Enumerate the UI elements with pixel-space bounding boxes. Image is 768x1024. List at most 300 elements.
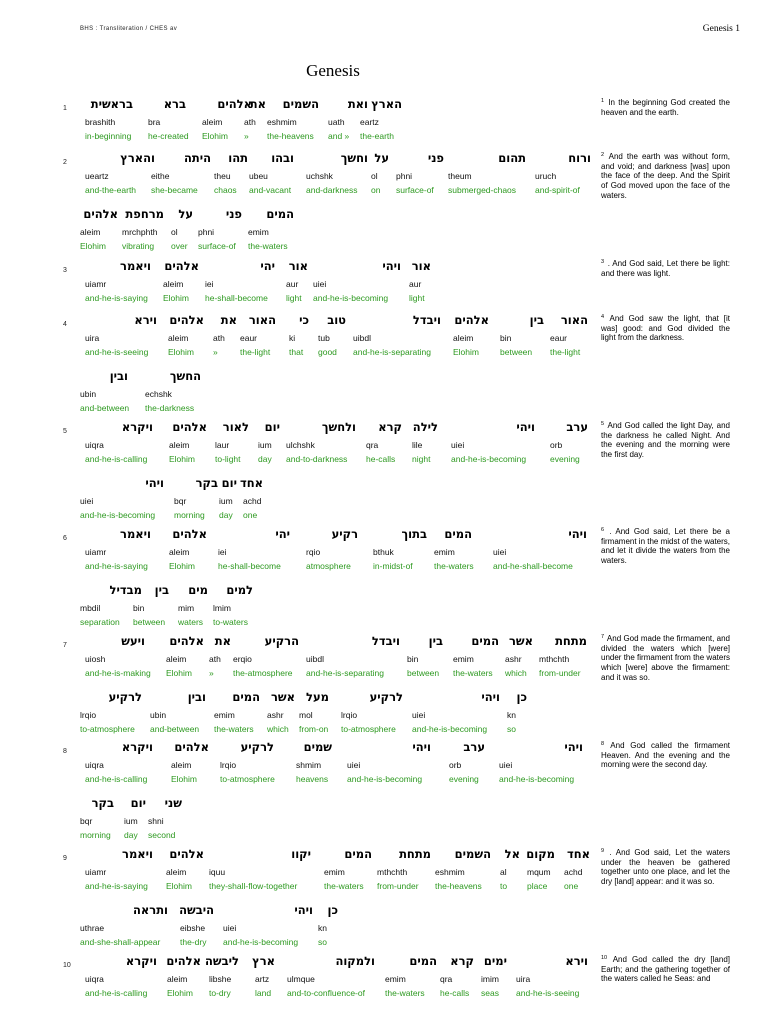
hebrew-word: האור [248,313,276,327]
english-gloss: and-he-is-becoming [313,293,389,303]
english-gloss: and-he-is-calling [85,774,148,784]
english-gloss: in-midst-of [373,561,413,571]
english-gloss: the-darkness [145,403,195,413]
hebrew-word: תהו [228,151,248,165]
hebrew-word: לרקיע [240,740,274,754]
transliteration: orb [449,760,462,770]
transliteration: lmim [213,603,231,613]
english-gloss: the-dry [180,937,207,947]
transliteration: kn [507,710,516,720]
transliteration: ki [289,333,296,343]
verse-number: 8 [63,748,67,755]
transliteration: ol [371,171,378,181]
hebrew-word: שני [164,796,182,810]
transliteration: eaur [550,333,568,343]
transliteration: ol [171,227,178,237]
transliteration: emim [453,654,474,664]
hebrew-word: ואת [347,97,368,111]
english-gloss: the-earth [360,131,395,141]
verse-number: 4 [63,321,67,328]
hebrew-word: אלהים [169,313,204,327]
transliteration: bqr [174,496,187,506]
hebrew-word: לרקיע [369,690,403,704]
hebrew-word: אחד [239,476,263,490]
transliteration: iei [218,547,227,557]
transliteration: uiamr [85,547,107,557]
hebrew-word: המים [444,527,472,541]
hebrew-word: ויהי [412,740,431,754]
english-gloss: and-to-confluence-of [287,988,365,998]
transliteration: uiamr [85,867,107,877]
english-gloss: morning [80,830,111,840]
english-gloss: the-heavens [267,131,314,141]
transliteration: ubin [150,710,167,720]
english-gloss: the-waters [324,881,364,891]
transliteration: shmim [296,760,322,770]
hebrew-word: ויקרא [121,420,153,434]
kjv-verse-number: 1 [601,98,605,104]
english-gloss: between [407,668,440,678]
hebrew-word: אשר [270,690,295,704]
english-gloss: evening [550,454,580,464]
english-gloss: land [255,988,272,998]
transliteration: tub [318,333,330,343]
transliteration: eaur [240,333,258,343]
transliteration: aleim [202,117,223,127]
english-gloss: surface-of [396,185,434,195]
transliteration: ashr [267,710,284,720]
english-gloss: from-on [299,724,329,734]
hebrew-word: אלהים [172,420,207,434]
english-gloss: Elohim [166,881,192,891]
hebrew-word: ויהי [382,259,401,273]
hebrew-word: מים [188,583,208,597]
transliteration: eibshe [180,923,206,933]
hebrew-word: יהי [275,527,290,541]
transliteration: uchshk [306,171,333,181]
hebrew-word: מעל [306,690,329,704]
transliteration: uiqra [85,440,104,450]
english-gloss: in-beginning [85,131,132,141]
english-gloss: so [318,937,327,947]
hebrew-word: יום [221,476,237,490]
hebrew-word: ויקרא [121,740,153,754]
kjv-verse-number: 10 [601,955,608,961]
transliteration: aleim [169,547,190,557]
hebrew-word: ויאמר [120,527,151,541]
transliteration: ashr [505,654,522,664]
english-gloss: and-spirit-of [535,185,580,195]
hebrew-word: בין [529,313,544,327]
transliteration: aleim [166,654,187,664]
verse-number: 7 [63,642,67,649]
english-gloss: he-shall-become [205,293,268,303]
english-gloss: to-atmosphere [80,724,135,734]
transliteration: aleim [453,333,474,343]
hebrew-word: בין [154,583,169,597]
header-source-label: BHS : Transliteration / CHES av [80,26,178,32]
english-gloss: light [286,293,302,303]
english-gloss: which [267,724,289,734]
kjv-verse-text [601,527,730,566]
hebrew-word: לילה [412,420,438,434]
kjv-verse-number: 7 [601,634,605,640]
english-gloss: she-became [151,185,198,195]
transliteration: lile [412,440,423,450]
english-gloss: to-dry [209,988,231,998]
english-gloss: he-calls [366,454,396,464]
english-gloss: seas [481,988,499,998]
verse-number: 5 [63,428,67,435]
english-gloss: and-he-is-seeing [85,347,149,357]
kjv-verse-number: 6 [601,527,605,533]
english-gloss: the-waters [248,241,288,251]
english-gloss: » [244,131,249,141]
transliteration: laur [215,440,230,450]
english-gloss: the-light [240,347,271,357]
transliteration: achd [564,867,583,877]
hebrew-word: בקר [195,476,218,490]
kjv-text: And the earth was without form, and void; and darkness [was] upon the face of the deep. And the Spirit of God moved upon the face of the waters. [601,152,730,200]
transliteration: mim [178,603,195,613]
hebrew-word: שמים [303,740,332,754]
hebrew-word: יהי [260,259,275,273]
transliteration: emim [434,547,455,557]
english-gloss: he-calls [440,988,470,998]
english-gloss: he-shall-become [218,561,281,571]
english-gloss: and-he-is-becoming [347,774,423,784]
kjv-verse-text [601,421,730,460]
english-gloss: light [409,293,425,303]
transliteration: eithe [151,171,170,181]
page-title: Genesis [306,61,360,80]
transliteration: uiqra [85,760,104,770]
hebrew-word: על [374,151,389,165]
transliteration: brashith [85,117,116,127]
transliteration: eartz [360,117,379,127]
english-gloss: the-atmosphere [233,668,293,678]
transliteration: emim [248,227,269,237]
transliteration: bra [148,117,161,127]
english-gloss: and-he-is-calling [85,988,148,998]
hebrew-word: אלהים [172,527,207,541]
hebrew-word: אחד [566,847,590,861]
hebrew-word: קרא [450,954,474,968]
hebrew-word: ולמקוה [335,954,375,968]
english-gloss: the-waters [214,724,254,734]
kjv-text: And God made the firmament, and divided the waters which [were] under the firmament from the waters which [were] above the firmament: and it was so. [601,634,730,682]
hebrew-word: ימים [483,954,507,968]
transliteration: ueartz [85,171,109,181]
english-gloss: and-he-is-becoming [451,454,527,464]
transliteration: uiamr [85,279,107,289]
hebrew-word: אור [288,259,308,273]
hebrew-word: ויאמר [122,847,153,861]
hebrew-word: מתחת [555,634,587,648]
hebrew-word: תהום [498,151,526,165]
kjv-text: In the beginning God created the heaven and the earth. [601,98,730,117]
hebrew-word: פני [225,207,242,221]
transliteration: bthuk [373,547,394,557]
verse-number: 2 [63,159,67,166]
hebrew-word: אלהים [83,207,118,221]
english-gloss: Elohim [169,561,195,571]
transliteration: achd [243,496,262,506]
hebrew-word: ליבשה [205,954,239,968]
hebrew-word: אלהים [164,259,199,273]
english-gloss: surface-of [198,241,236,251]
transliteration: iquu [209,867,226,877]
hebrew-word: אלהים [169,847,204,861]
english-gloss: Elohim [169,454,195,464]
english-gloss: Elohim [166,668,192,678]
english-gloss: and-the-earth [85,185,137,195]
transliteration: ubeu [249,171,268,181]
transliteration: uibdl [353,333,371,343]
transliteration: uath [328,117,345,127]
transliteration: shni [148,816,164,826]
kjv-verse-text [601,955,730,984]
transliteration: iei [205,279,214,289]
hebrew-word: ובהו [271,151,294,165]
hebrew-word: ויקרא [125,954,157,968]
hebrew-word: מרחפת [125,207,164,221]
hebrew-word: אלהים [169,634,204,648]
transliteration: phni [198,227,215,237]
hebrew-word: אור [411,259,431,273]
hebrew-word: ויאמר [120,259,151,273]
kjv-text: And God called the firmament Heaven. And the evening and the morning were the second day. [601,741,730,770]
english-gloss: second [148,830,176,840]
hebrew-word: ויהי [568,527,587,541]
hebrew-word: וחשך [340,151,368,165]
transliteration: uthrae [80,923,105,933]
kjv-verse-text [601,152,730,201]
kjv-verse-text [601,741,730,770]
transliteration: mbdil [80,603,101,613]
kjv-verse-text [601,98,730,117]
hebrew-word: ורוח [568,151,591,165]
hebrew-word: בקר [91,796,114,810]
transliteration: imim [481,974,499,984]
english-gloss: and-he-is-separating [353,347,431,357]
transliteration: ath [209,654,221,664]
hebrew-word: כן [327,903,338,917]
transliteration: uiei [223,923,237,933]
hebrew-word: ויבדל [412,313,441,327]
hebrew-word: היבשה [179,903,214,917]
hebrew-word: יקוו [291,847,311,861]
english-gloss: between [133,617,166,627]
english-gloss: they-shall-flow-together [209,881,298,891]
hebrew-word: רקיע [331,527,358,541]
hebrew-word: למים [226,583,253,597]
kjv-verse-number: 2 [601,152,605,158]
hebrew-word: יום [130,796,146,810]
english-gloss: and-he-is-becoming [223,937,299,947]
kjv-verse-number: 5 [601,421,605,427]
hebrew-word: החשך [169,369,201,383]
english-gloss: to-waters [213,617,248,627]
transliteration: mrchphth [122,227,158,237]
transliteration: ubin [80,389,97,399]
hebrew-word: אשר [508,634,533,648]
hebrew-word: ובין [109,369,128,383]
english-gloss: Elohim [167,988,193,998]
transliteration: kn [318,923,327,933]
transliteration: uira [516,974,531,984]
english-gloss: the-waters [434,561,474,571]
english-gloss: and-he-is-becoming [412,724,488,734]
transliteration: aleim [171,760,192,770]
english-gloss: Elohim [163,293,189,303]
hebrew-word: ויהי [294,903,313,917]
english-gloss: from-under [539,668,581,678]
hebrew-word: כי [299,313,309,327]
hebrew-word: והארץ [120,151,155,165]
verse-number: 1 [63,105,67,112]
english-gloss: to [500,881,508,891]
transliteration: uiei [80,496,94,506]
transliteration: aleim [167,974,188,984]
transliteration: emim [214,710,235,720]
hebrew-word: ויהי [145,476,164,490]
verse-number: 3 [63,267,67,274]
hebrew-word: יום [264,420,280,434]
hebrew-word: המים [266,207,294,221]
english-gloss: to-light [215,454,241,464]
kjv-verse-number: 4 [601,314,605,320]
kjv-text: And God saw the light, that [it was] good: and God divided the light from the darkness. [601,314,730,343]
english-gloss: and-she-shall-appear [80,937,161,947]
hebrew-word: המים [344,847,372,861]
english-gloss: and-he-is-becoming [499,774,575,784]
kjv-text: And God called the light Day, and the darkness he called Night. And the evening and the morning were the first day. [601,421,730,460]
transliteration: uiei [347,760,361,770]
english-gloss: » [209,668,214,678]
hebrew-word: מתחת [399,847,431,861]
hebrew-word: ערב [566,420,588,434]
english-gloss: and-to-darkness [286,454,348,464]
english-gloss: which [505,668,527,678]
kjv-verse-text [601,259,730,278]
hebrew-word: המים [232,690,260,704]
transliteration: aleim [168,333,189,343]
transliteration: bin [407,654,419,664]
hebrew-word: ויהי [481,690,500,704]
verse-number: 10 [63,962,71,969]
english-gloss: Elohim [453,347,479,357]
english-gloss: he-created [148,131,189,141]
transliteration: aleim [166,867,187,877]
hebrew-word: האור [560,313,588,327]
kjv-verse-text [601,634,730,683]
english-gloss: between [500,347,533,357]
transliteration: al [500,867,507,877]
hebrew-word: את [249,97,266,111]
verse-number: 6 [63,535,67,542]
hebrew-word: וירא [134,313,157,327]
english-gloss: day [124,830,138,840]
transliteration: mthchth [539,654,570,664]
transliteration: aleim [80,227,101,237]
hebrew-word: ערב [463,740,485,754]
kjv-verse-text [601,848,730,887]
hebrew-word: לרקיע [108,690,142,704]
kjv-verse-text [601,314,730,343]
english-gloss: day [258,454,272,464]
transliteration: uiei [412,710,426,720]
english-gloss: one [243,510,258,520]
hebrew-word: בתוך [401,527,427,541]
english-gloss: the-light [550,347,581,357]
hebrew-word: בין [428,634,443,648]
english-gloss: and-between [150,724,200,734]
english-gloss: morning [174,510,205,520]
hebrew-word: אלהים [166,954,201,968]
english-gloss: on [371,185,381,195]
transliteration: eshmim [435,867,465,877]
transliteration: aur [286,279,299,289]
transliteration: artz [255,974,270,984]
english-gloss: and-darkness [306,185,358,195]
english-gloss: and » [328,131,350,141]
transliteration: echshk [145,389,172,399]
transliteration: bin [500,333,512,343]
hebrew-word: מקום [526,847,555,861]
english-gloss: and-he-is-calling [85,454,148,464]
english-gloss: and-he-is-becoming [80,510,156,520]
transliteration: ath [213,333,225,343]
english-gloss: Elohim [80,241,106,251]
transliteration: emim [385,974,406,984]
hebrew-word: אל [504,847,520,861]
transliteration: ium [258,440,272,450]
hebrew-word: ויהי [564,740,583,754]
transliteration: aleim [169,440,190,450]
english-gloss: the-heavens [435,881,482,891]
transliteration: phni [396,171,413,181]
transliteration: aur [409,279,422,289]
english-gloss: submerged-chaos [448,185,517,195]
transliteration: ium [219,496,233,506]
english-gloss: day [219,510,233,520]
transliteration: lrqio [341,710,358,720]
english-gloss: place [527,881,548,891]
transliteration: uibdl [306,654,324,664]
transliteration: uruch [535,171,557,181]
english-gloss: vibrating [122,241,155,251]
english-gloss: to-atmosphere [220,774,275,784]
english-gloss: the-waters [453,668,493,678]
hebrew-word: בראשית [90,97,133,111]
transliteration: rqio [306,547,321,557]
hebrew-word: קרא [378,420,402,434]
hebrew-word: ברא [163,97,186,111]
english-gloss: and-between [80,403,130,413]
hebrew-word: לאור [222,420,249,434]
english-gloss: » [213,347,218,357]
hebrew-word: על [178,207,193,221]
english-gloss: the-waters [385,988,425,998]
english-gloss: to-atmosphere [341,724,396,734]
english-gloss: good [318,347,337,357]
english-gloss: and-he-is-saying [85,293,148,303]
english-gloss: and-vacant [249,185,292,195]
kjv-verse-number: 3 [601,259,605,265]
english-gloss: and-he-is-separating [306,668,384,678]
hebrew-word: הרקיע [264,634,299,648]
